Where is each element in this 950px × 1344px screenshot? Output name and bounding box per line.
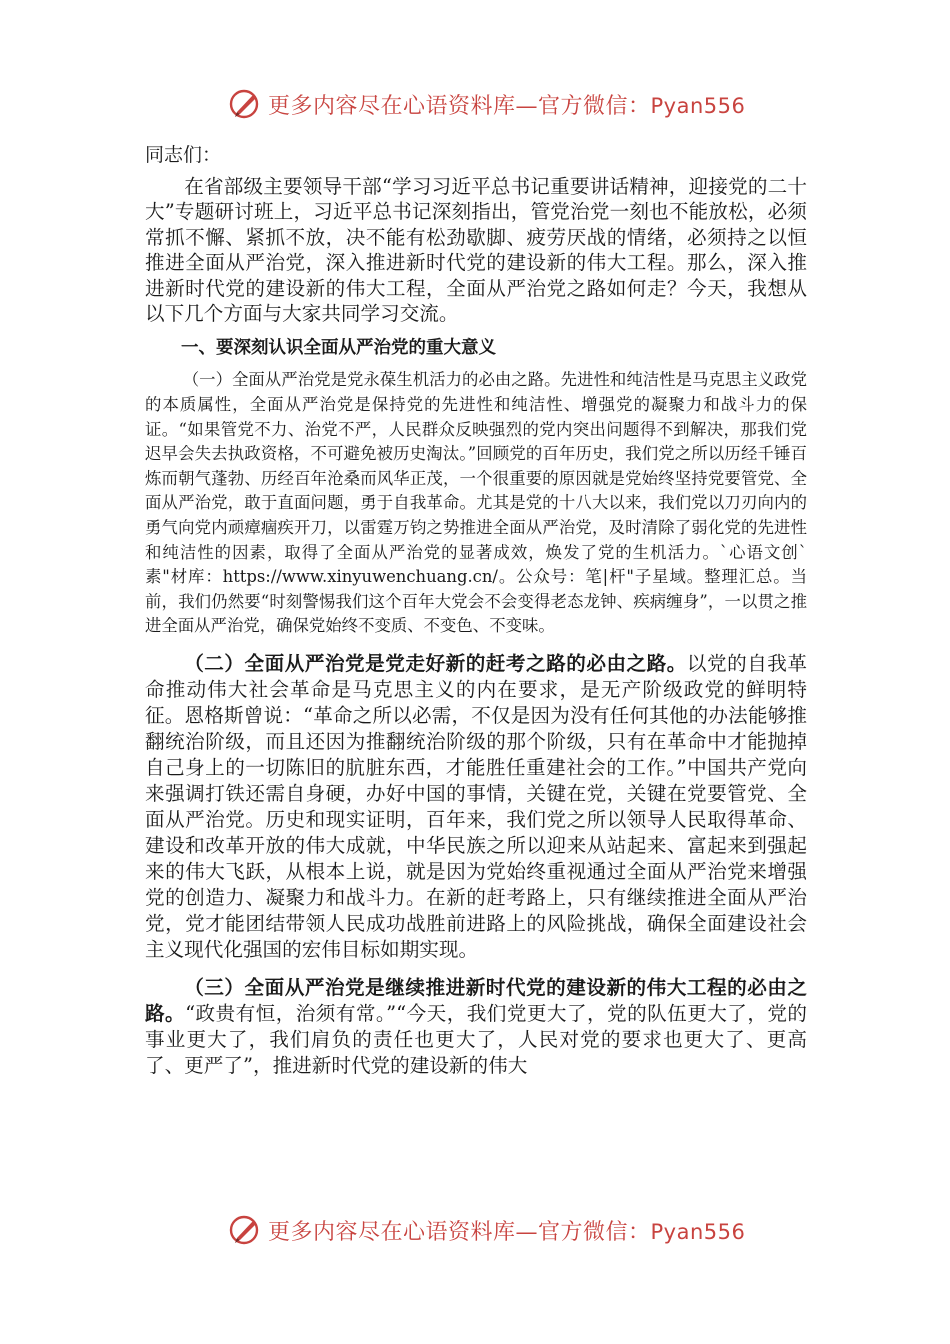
greeting: 同志们： (145, 144, 222, 166)
pen-logo-icon (228, 1213, 262, 1247)
footer-banner (228, 1210, 748, 1250)
banner-text: 更多内容尽在心语资料库—官方微信：Pyan556 (268, 93, 746, 119)
document-body (145, 140, 807, 1079)
pen-logo-icon (228, 87, 262, 121)
paragraph-1: （一）全面从严治党是党永葆生机活力的必由之路。先进性和纯洁性是马克思主义政党的本质属性，全面从严治党是保持党的先进性和纯洁性、增强党的凝聚力和战斗力的保证。“如果管党不力、治党不严，人民群众反映强烈的党内突出问题得不到解决，那我们党迟早会失去执政资格，不可避免被历史淘汰。”回顾党的百年历史，我们党之所以历经千锤百炼而朝气蓬勃、历经百年沧桑而风华正茂，一个很重要的原因就是党始终坚持党要管党、全面从严治党，敢于直面问题，勇于自我革命。尤其是党的十八大以来，我们党以刀刃向内的勇气向党内顽瘴痼疾开刀，以雷霆万钧之势推进全面从严治党，及时清除了弱化党的先进性和纯洁性的因素，取得了全面从严治党的显著成效，焕发了党的生机活力。`心语文创`素"材库：https://www.xinyuwenchuang.cn/。公众号：笔|杆"子星域。整理汇总。当前，我们仍然要“时刻警惕我们这个百年大党会不会变得老态龙钟、疾病缠身”，一以贯之推进全面从严治党，确保党始终不变质、不变色、不变味。 (145, 370, 807, 636)
paragraph-3 (145, 975, 807, 1079)
paragraph-3-body: “政贵有恒，治须有常。”“今天，我们党更大了，党的队伍更大了，党的事业更大了，我们肩负的责任也更大了，人民对党的要求也更大了、更高了、更严了”，推进新时代党的建设新的伟大 (145, 1001, 808, 1077)
paragraph-2-body: 以党的自我革命推动伟大社会革命是马克思主义的内在要求，是无产阶级政党的鲜明特征。恩格斯曾说：“革命之所以必需，不仅是因为没有任何其他的办法能够推翻统治阶级，而且还因为推翻统治阶级的那个阶级，只有在革命中才能抛掉自己身上的一切陈旧的肮脏东西，才能胜任重建社会的工作。”中国共产党向来强调打铁还需自身硬，办好中国的事情，关键在党，关键在党要管党、全面从严治党。历史和现实证明，百年来，我们党之所以领导人民取得革命、建设和改革开放的伟大成就，中华民族之所以迎来从站起来、富起来到强起来的伟大飞跃，从根本上说，就是因为党始终重视通过全面从严治党来增强党的创造力、凝聚力和战斗力。在新的赶考路上，只有继续推进全面从严治党，党才能团结带领人民成功战胜前进路上的风险挑战，确保全面建设社会主义现代化强国的宏伟目标如期实现。 (145, 651, 808, 961)
wechat-id: Pyan556 (650, 93, 746, 118)
section-heading: 一、要深刻认识全面从严治党的重大意义 (181, 338, 496, 359)
paragraph-2 (145, 651, 807, 963)
intro-paragraph: 在省部级主要领导干部“学习习近平总书记重要讲话精神，迎接党的二十大”专题研讨班上，习近平总书记深刻指出，管党治党一刻也不能放松，必须常抓不懈、紧抓不放，决不能有松劲歇脚、疲劳厌战的情绪，必须持之以恒推进全面从严治党，深入推进新时代党的建设新的伟大工程。那么，深入推进新时代党的建设新的伟大工程，全面从严治党之路如何走？今天，我想从以下几个方面与大家共同学习交流。 (145, 175, 807, 326)
paragraph-2-lead: （二）全面从严治党是党走好新的赶考之路的必由之路。 (184, 651, 687, 675)
paragraph-3-lead: （三）全面从严治党是继续推进新时代党的建设新的伟大工程的必由之路。 (145, 975, 807, 1025)
wechat-id: Pyan556 (650, 1219, 746, 1244)
header-banner (228, 84, 748, 124)
banner-text: 更多内容尽在心语资料库—官方微信：Pyan556 (268, 1219, 746, 1245)
